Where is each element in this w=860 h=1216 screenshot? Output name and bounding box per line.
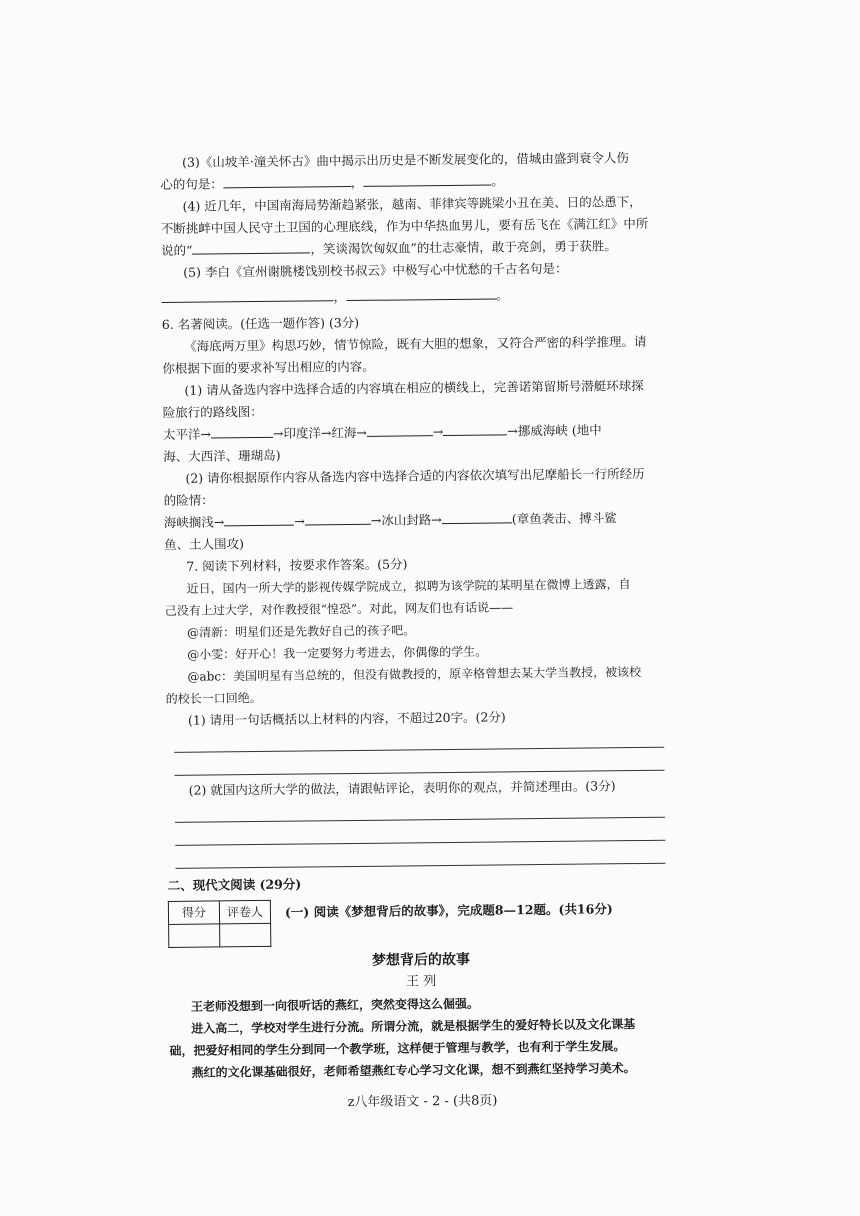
grader-label: 评卷人 (219, 900, 270, 924)
q4-line1: (4) 近几年，中国南海局势渐趋紧张，越南、菲律宾等跳梁小丑在美、日的怂恿下， (182, 193, 642, 214)
score-cell[interactable] (169, 924, 220, 948)
danger-end: (章鱼袭击、搏斗鲨 (511, 510, 617, 527)
q6-sub2-line1: (2) 请你根据原作内容从备选内容中选择合适的内容依次填写出尼摩船长一行所经历 (185, 465, 645, 486)
q6-intro1: 《海底两万里》构思巧妙，情节惊险，既有大胆的想象，又符合严密的科学推理。请 (183, 333, 647, 354)
q6-sub1-line2: 险旅行的路线图： (162, 403, 263, 420)
q6-danger-options: 鱼、土人围攻) (164, 536, 245, 552)
article-para-3: 燕红的文化课基础很好，老师希望燕红专心学习文化课，想不到燕红坚持学习美术。 (191, 1061, 636, 1080)
q5-blank-1[interactable] (161, 286, 333, 303)
article-para-2a: 进入高二，学校对学生进行分流。所谓分流，就是根据学生的爱好特长以及文化课基 (191, 1017, 636, 1036)
q7-sub2: (2) 就国内这所大学的做法，请跟帖评论，表明你的观点，并简述理由。(3分) (188, 778, 616, 798)
danger-blank-2[interactable] (305, 510, 371, 526)
danger-blank-3[interactable] (442, 508, 512, 524)
q3-blank-1[interactable] (223, 172, 351, 188)
danger-arrow: → (294, 513, 305, 529)
q7-comment-3a: @abc：美国明星有当总统的，但没有做教授的，原辛格曾想去某大学当教授，被该校 (187, 664, 642, 684)
route-blank-3[interactable] (443, 420, 507, 436)
route-mid: →印度洋→红海→ (272, 424, 367, 441)
q7-sub2-answer-3[interactable] (175, 843, 665, 869)
q4-line2: 不断挑衅中国人民守土卫国的心理底线，作为中华热血男儿，要有岳飞在《满江红》中所 (160, 215, 649, 236)
q7-sub1: (1) 请用一句话概括以上材料的内容，不超过20字。(2分) (187, 709, 506, 728)
q6-title: 6. 名著阅读。(任选一题作答) (3分) (161, 314, 360, 332)
route-blank-1[interactable] (211, 423, 273, 439)
q3-blank-2[interactable] (363, 171, 491, 187)
score-box (168, 900, 271, 948)
route-blank-2[interactable] (367, 421, 433, 437)
q4-blank[interactable] (192, 238, 310, 254)
q5-line2: ， 。 (161, 283, 666, 310)
q6-route-options: 海、大西洋、珊瑚岛) (163, 447, 281, 464)
route-start: 太平洋→ (162, 426, 212, 442)
route-end: →挪威海峡 (地中 (507, 422, 602, 439)
q7-comment-2: @小雯：好开心！我一定要努力考进去，你偶像的学生。 (187, 644, 488, 662)
q6-sub2-line2: 的险情： (163, 492, 214, 508)
score-label: 得分 (168, 901, 219, 925)
q7-title: 7. 阅读下列材料，按要求作答案。(5分) (186, 556, 408, 574)
danger-start: 海峡搁浅→ (163, 514, 225, 530)
q3-line1: (3)《山坡羊·潼关怀古》曲中揭示出历史是不断发展变化的，借城由盛到衰令人伤 (182, 150, 629, 170)
danger-blank-1[interactable] (224, 511, 294, 527)
article-para-1: 王老师没想到一向很听话的燕红，突然变得这么倔强。 (190, 996, 480, 1014)
danger-mid: →冰山封路→ (370, 512, 442, 528)
q5-blank-2[interactable] (346, 284, 496, 301)
q4-lead: 说的“ (160, 242, 193, 258)
q4-tail: ，笑谈渴饮匈奴血”的壮志豪情，敢于亮剑，勇于获胜。 (310, 238, 617, 257)
part1-instruction: (一) 阅读《梦想背后的故事》，完成题8—12题。(共16分) (284, 901, 613, 920)
q6-sub1-line1: (1) 请从备选内容中选择合适的内容填在相应的横线上，完善诺第留斯号潜艇环球探 (184, 377, 644, 398)
q7-comment-3b: 的校长一口回绝。 (165, 690, 262, 706)
q3-line2: 心的句是： ， 。 (160, 169, 665, 196)
article-author: 王 列 (406, 974, 437, 990)
grader-cell[interactable] (220, 923, 271, 947)
q7-sub2-answer-2[interactable] (175, 820, 665, 846)
article-para-2b: 础，把爱好相同的学生分到同一个教学班，这样便于管理与教学，也有利于学生发展。 (169, 1039, 626, 1058)
article-title: 梦想背后的故事 (371, 951, 471, 969)
q3-lead: 心的句是： (160, 176, 223, 192)
q7-comment-1: @清新：明星们还是先教好自己的孩子吧。 (186, 623, 416, 640)
route-arrow: → (432, 424, 444, 440)
q6-intro2: 你根据下面的要求补写出相应的内容。 (162, 358, 375, 376)
q7-material-1: 近日，国内一所大学的影视传媒学院成立，拟聘为该学院的某明星在微博上透露，自 (186, 577, 631, 596)
section2-title: 二、现代文阅读 (29分) (167, 876, 302, 893)
page-content (160, 147, 675, 1116)
page-footer: z八年级语文 - 2 - (共8页) (347, 1093, 498, 1111)
q5-line1: (5) 李白《宣州谢朓楼饯别校书叔云》中极写心中忧愁的千古名句是： (183, 260, 568, 280)
q7-sub1-answer-2[interactable] (174, 750, 664, 776)
q7-material-2: 己没有上过大学，对作教授很“惶恐”。对此，网友们也有话说—— (164, 600, 514, 618)
